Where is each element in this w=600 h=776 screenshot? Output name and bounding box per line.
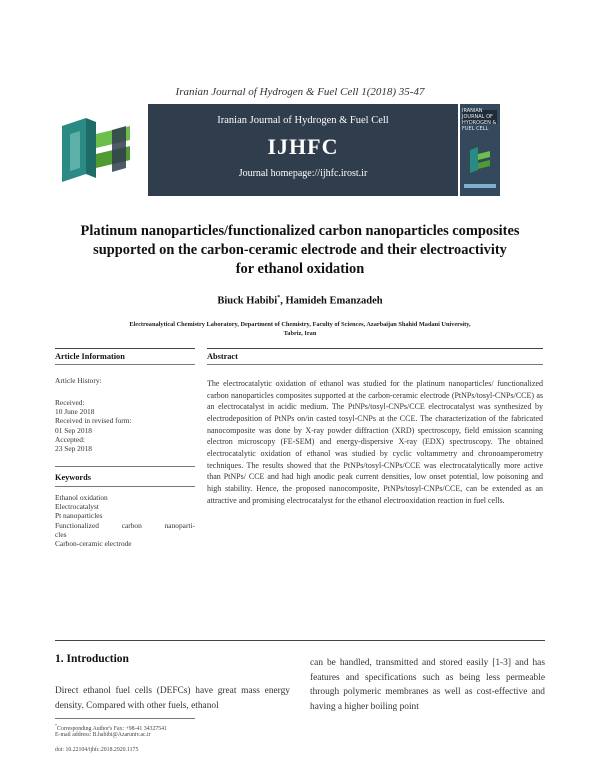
keywords-top-rule (55, 466, 195, 467)
author-separator: , (280, 295, 286, 307)
journal-header (148, 104, 458, 196)
title-line: Platinum nanoparticles/functionalized carbon nanoparticles composites (80, 223, 520, 239)
cover-bar (464, 184, 496, 188)
header-journal-name: Iranian Journal of Hydrogen & Fuel Cell (217, 115, 389, 126)
introduction-heading: 1. Introduction (55, 653, 129, 665)
keyword: Pt nanoparticles (55, 511, 103, 521)
affiliation-line: Tabriz, Iran (283, 329, 317, 337)
corresponding-author-fax: Corresponding Author's Fax: +98-41 34327541 (57, 725, 167, 732)
received-label: Received: (55, 398, 85, 407)
accepted-label: Accepted: (55, 434, 85, 444)
article-info-top-rule (55, 348, 195, 349)
article-info-rule (55, 364, 195, 365)
article-history-label: Article History: (55, 376, 102, 385)
article-dates (55, 398, 132, 453)
journal-logo-icon (52, 104, 148, 196)
abstract-text: The electrocatalytic oxidation of ethanol was studied for the platinum nanoparticles/ functionalized carbon nanoparticles composites supported at the carbon-ceramic electrode (PtNPs/tosyl-CNPs/CCE) as an electrocatalyst in acidic medium. The PtNPs/tosyl-CNPs/CCE electrocatalyst was synthesized by electrodeposition of PtNPs on/in casted tosyl-CNPs at the CCE. The characterization of the fabricated nanocomposite was done by X-ray powder diffraction (XRD) spectroscopy, field emission scanning electron microscopy (FE-SEM) and energy-dispersive X-ray (EDX) spectroscopy. The obtained electrocatalytic oxidation of ethanol was studied by cyclic voltammetry and chronoamperometry techniques. The results showed that the PtNPs/tosyl-CNPs/CCE was electrocatalytically more active than PtNPs/ CCE and had high anodic peak current densities, low onset potential, low poisoning and high stability. Hence, the proposed nanocomposite, PtNPs/tosyl-CNPs/CCE, can be extended as an attractive and promising electrocatalyst for the ethanol electrooxidation reaction in fuel cells. (207, 379, 543, 505)
corresponding-author-mark: * (277, 295, 281, 301)
author-name: Biuck Habibi (217, 295, 278, 307)
affiliation (70, 321, 530, 338)
author-name: Hamideh Emanzadeh (285, 295, 383, 307)
article-title (40, 222, 560, 279)
section-divider (55, 640, 545, 641)
journal-citation: Iranian Journal of Hydrogen & Fuel Cell 1(2018) 35-47 (175, 86, 425, 98)
title-line: for ethanol oxidation (235, 261, 365, 277)
footnote-mark: * (55, 723, 57, 728)
keywords-rule (55, 486, 195, 487)
revised-label: Received in revised form: (55, 416, 132, 426)
accepted-date: 23 Sep 2018 (55, 444, 92, 454)
footnote-rule (55, 718, 195, 719)
keyword: Functionalized carbon nanoparti- (55, 520, 195, 530)
revised-date: 01 Sep 2018 (55, 425, 92, 435)
header-abbreviation: IJHFC (267, 134, 339, 159)
author-list (0, 295, 600, 307)
abstract-top-rule (207, 348, 543, 349)
keyword: Carbon-ceramic electrode (55, 539, 132, 549)
email-footnote: E-mail address: B.habibi@Azaruniv.ac.ir (55, 732, 151, 738)
affiliation-line: Electroanalytical Chemistry Laboratory, Department of Chemistry, Faculty of Sciences, Azarbaijan Shahid Madani University, (129, 321, 471, 328)
abstract-heading: Abstract (207, 352, 238, 361)
abstract-rule (207, 364, 543, 365)
article-info-heading: Article Information (55, 352, 125, 361)
cover-art-icon (468, 144, 492, 174)
journal-cover-thumbnail (460, 104, 500, 196)
keywords-list (55, 493, 195, 548)
keyword: cles (55, 529, 67, 539)
received-date: 10 June 2018 (55, 407, 95, 417)
keywords-heading: Keywords (55, 473, 91, 482)
header-homepage: Journal homepage://ijhfc.irost.ir (238, 168, 368, 179)
keyword: Ethanol oxidation (55, 493, 108, 502)
title-line: supported on the carbon-ceramic electrode and their electroactivity (93, 242, 507, 258)
introduction-right-column: can be handled, transmitted and stored easily [1-3] and has features and specifications such as being less permeable through polymeric membranes as well as cost-effective and having a higher boiling point (310, 658, 545, 712)
introduction-left-column: Direct ethanol fuel cells (DEFCs) have great mass energy density. Compared with other fuels, ethanol (55, 686, 290, 711)
keyword: Electrocatalyst (55, 502, 99, 512)
doi: doi: 10.22104/ijhfc.2018.2920.1175 (55, 747, 139, 753)
cover-title-text: IRANIAN JOURNAL OF HYDROGEN & FUEL CELL (462, 108, 497, 132)
journal-banner (52, 104, 548, 196)
